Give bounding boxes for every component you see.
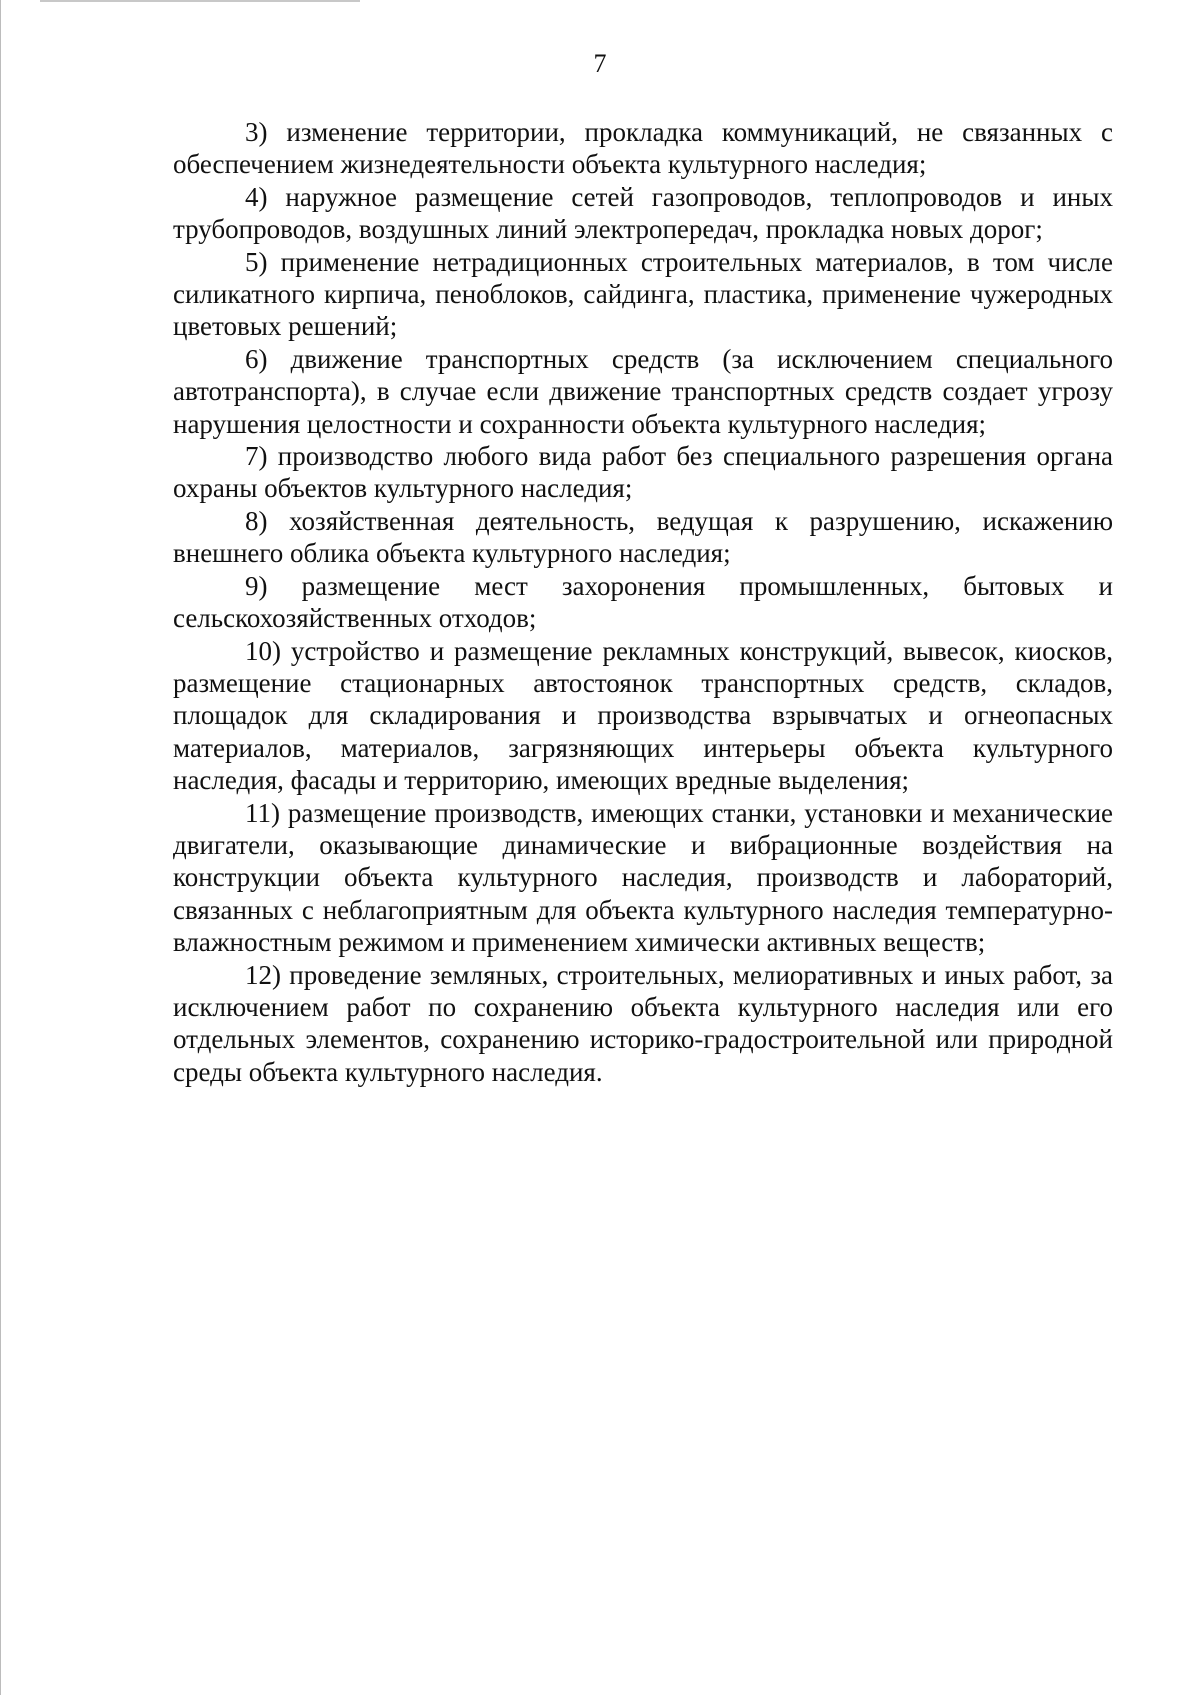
scan-edge	[0, 0, 1, 1695]
list-item-6: 6) движение транспортных средств (за исключением специального автотранспорта), в случае если движение транспортных средств создает угрозу нарушения целостности и сохранности объекта культурного наследия;	[173, 343, 1113, 439]
list-item-10: 10) устройство и размещение рекламных конструкций, вывесок, киосков, размещение стационарных автостоянок транспортных средств, складов, площадок для складирования и производства взрывчатых и огнеопасных материалов, материалов, загрязняющих интерьеры объекта культурного наследия, фасады и территорию, имеющих вредные выделения;	[173, 635, 1113, 796]
list-item-5: 5) применение нетрадиционных строительных материалов, в том числе силикатного кирпича, пеноблоков, сайдинга, пластика, применение чужеродных цветовых решений;	[173, 246, 1113, 342]
list-item-12: 12) проведение земляных, строительных, мелиоративных и иных работ, за исключением работ по сохранению объекта культурного наследия или его отдельных элементов, сохранению историко-градостроительной или природной среды объекта культурного наследия.	[173, 959, 1113, 1087]
list-item-3: 3) изменение территории, прокладка коммуникаций, не связанных с обеспечением жизнедеятельности объекта культурного наследия;	[173, 117, 1113, 180]
list-item-11: 11) размещение производств, имеющих станки, установки и механические двигатели, оказывающие динамические и вибрационные воздействия на конструкции объекта культурного наследия, производств и лабораторий, связанных с неблагоприятным для объекта культурного наследия температурно-влажностным режимом и применением химически активных веществ;	[173, 797, 1113, 958]
document-body	[173, 116, 1113, 1088]
page-number: 7	[593, 49, 607, 78]
list-item-8: 8) хозяйственная деятельность, ведущая к разрушению, искажению внешнего облика объекта культурного наследия;	[173, 505, 1113, 569]
scan-artifact-line	[40, 0, 360, 2]
list-item-9: 9) размещение мест захоронения промышленных, бытовых и сельскохозяйственных отходов;	[173, 570, 1113, 634]
list-item-7: 7) производство любого вида работ без специального разрешения органа охраны объектов культурного наследия;	[173, 441, 1113, 504]
list-item-4: 4) наружное размещение сетей газопроводов, теплопроводов и иных трубопроводов, воздушных линий электропередач, прокладка новых дорог;	[173, 181, 1113, 245]
